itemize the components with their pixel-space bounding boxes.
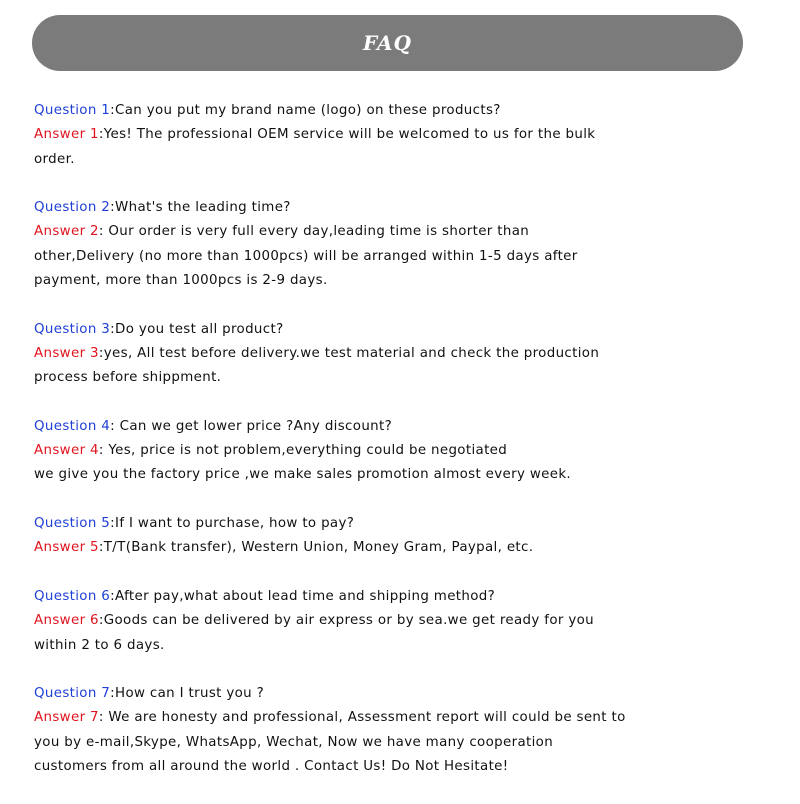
question-label: Question 5 (34, 516, 111, 532)
faq-item (34, 99, 800, 172)
answer-label: Answer 4 (34, 443, 99, 459)
answer-line (34, 536, 800, 560)
answer-line (34, 706, 800, 730)
question-text: :After pay,what about lead time and shipping method? (110, 588, 496, 604)
faq-item (34, 318, 800, 391)
answer-label: Answer 1 (34, 127, 99, 143)
faq-title: FAQ (363, 31, 412, 55)
answer-text: : Our order is very full every day,leading time is shorter than (98, 224, 530, 240)
question-label: Question 2 (34, 200, 111, 216)
answer-label: Answer 6 (34, 613, 99, 629)
question-label: Question 3 (34, 321, 111, 337)
answer-line (34, 366, 800, 390)
answer-line (34, 269, 800, 293)
question-label: Question 1 (34, 103, 111, 118)
faq-item (34, 415, 800, 488)
answer-text: customers from all around the world . Contact Us! Do Not Hesitate! (34, 759, 509, 775)
question-text: :Can you put my brand name (logo) on these products? (110, 103, 501, 118)
answer-text: : Yes, price is not problem,everything could be negotiated (98, 443, 508, 459)
answer-line (34, 755, 800, 779)
question-text: : Can we get lower price ?Any discount? (110, 418, 393, 434)
question-text: :What's the leading time? (110, 200, 291, 216)
answer-line (34, 123, 800, 147)
answer-line (34, 245, 800, 269)
faq-list (34, 99, 800, 804)
answer-text: :yes, All test before delivery.we test material and check the production (98, 345, 600, 361)
answer-text: :T/T(Bank transfer), Western Union, Money Gram, Paypal, etc. (98, 540, 534, 556)
answer-label: Answer 3 (34, 345, 99, 361)
answer-label: Answer 2 (34, 224, 99, 240)
question-text: :Do you test all product? (110, 321, 284, 337)
answer-text: payment, more than 1000pcs is 2-9 days. (34, 273, 328, 289)
answer-text: process before shippment. (34, 370, 222, 386)
answer-line (34, 220, 800, 244)
question-label: Question 7 (34, 686, 111, 702)
answer-text: we give you the factory price ,we make sales promotion almost every week. (34, 467, 572, 483)
answer-line (34, 439, 800, 463)
answer-label: Answer 7 (34, 710, 99, 726)
answer-label: Answer 5 (34, 540, 99, 556)
question-text: :How can I trust you ? (110, 686, 265, 702)
faq-item (34, 682, 800, 779)
question-line (34, 318, 800, 342)
answer-text: within 2 to 6 days. (34, 637, 165, 653)
faq-header-banner (32, 15, 743, 71)
answer-text: order. (34, 151, 75, 167)
question-line (34, 682, 800, 706)
question-label: Question 4 (34, 418, 111, 434)
question-line (34, 512, 800, 536)
answer-line (34, 609, 800, 633)
question-text: :If I want to purchase, how to pay? (110, 516, 355, 532)
faq-item (34, 512, 800, 561)
answer-line (34, 634, 800, 658)
question-line (34, 415, 800, 439)
answer-line (34, 731, 800, 755)
answer-text: other,Delivery (no more than 1000pcs) will be arranged within 1-5 days after (34, 248, 578, 264)
answer-text: :Goods can be delivered by air express or by sea.we get ready for you (98, 613, 594, 629)
answer-text: : We are honesty and professional, Assessment report will could be sent to (98, 710, 626, 726)
answer-line (34, 342, 800, 366)
question-line (34, 196, 800, 220)
answer-line (34, 463, 800, 487)
question-label: Question 6 (34, 588, 111, 604)
question-line (34, 585, 800, 609)
question-line (34, 99, 800, 123)
answer-text: :Yes! The professional OEM service will be welcomed to us for the bulk (98, 127, 596, 143)
answer-text: you by e-mail,Skype, WhatsApp, Wechat, Now we have many cooperation (34, 734, 554, 750)
faq-item (34, 585, 800, 658)
answer-line (34, 148, 800, 172)
faq-item (34, 196, 800, 293)
